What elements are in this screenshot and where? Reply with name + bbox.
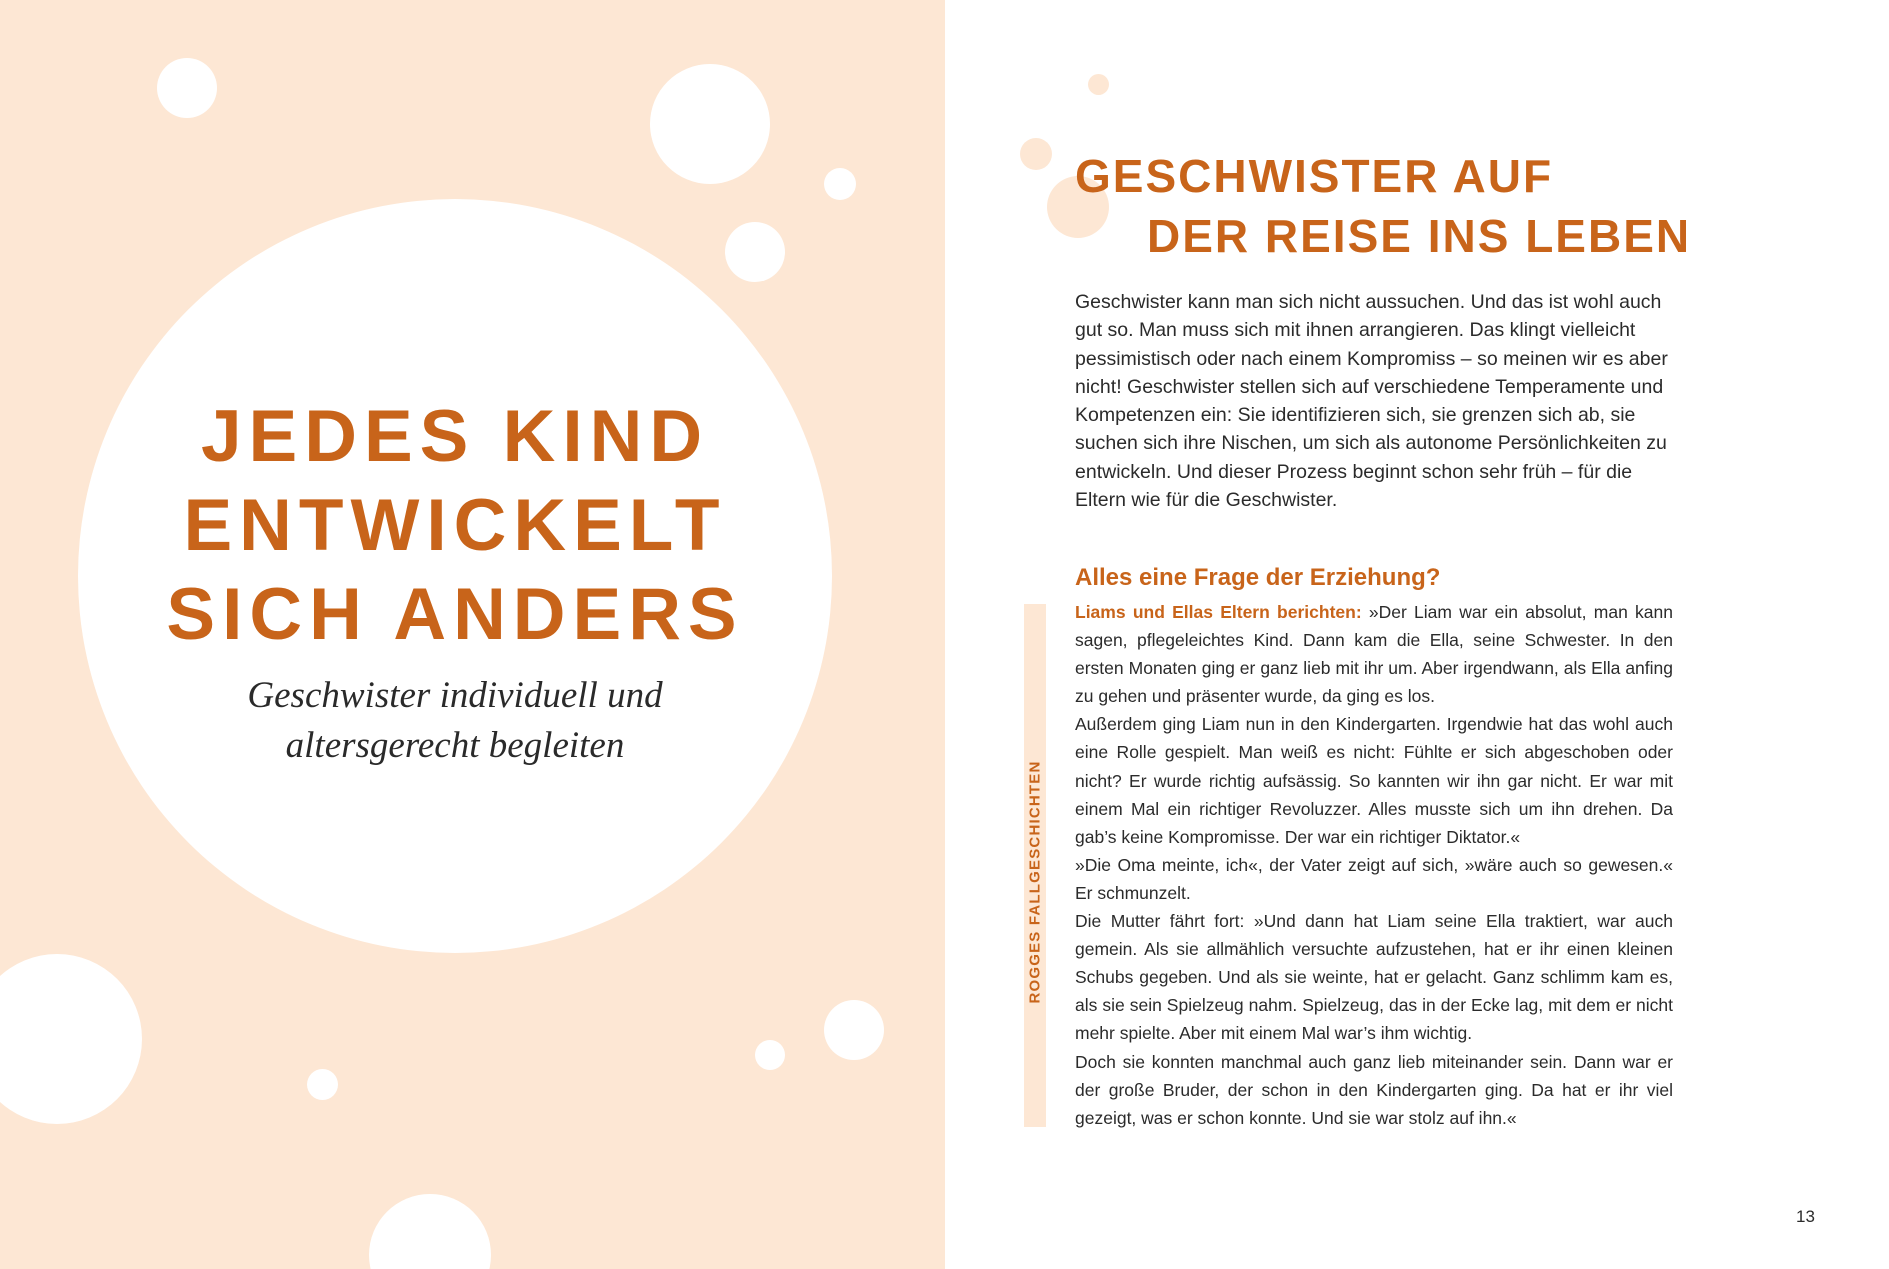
story-lead: Liams und Ellas Eltern berichten: (1075, 602, 1362, 622)
chapter-title-line: JEDES KIND (200, 396, 710, 477)
decorative-dot (1088, 74, 1109, 95)
decorative-dot (824, 168, 856, 200)
decorative-dot (0, 954, 142, 1124)
decorative-dot (369, 1194, 491, 1269)
decorative-dot (1020, 138, 1052, 170)
section-title-line: DER REISE INS LEBEN (1147, 210, 1692, 262)
story-paragraph: »Die Oma meinte, ich«, der Vater zeigt auf sich, »wäre auch so gewesen.« Er schmunzelt. (1075, 854, 1673, 903)
story-paragraph: Außerdem ging Liam nun in den Kindergarten. Irgendwie hat das wohl auch eine Rolle gespielt. Man weiß es nicht: Fühlte er sich abgeschoben oder nicht? Er wurde richtig aufsässig. So kannten wir ihn gar nicht. Er war mit einem Mal ein richtiger Revoluzzer. Alles musste sich um ihn drehen. Da gab’s keine Kompromisse. Der war ein richtiger Diktator.« (1075, 714, 1673, 847)
decorative-dot (307, 1069, 338, 1100)
chapter-title (78, 392, 832, 659)
intro-paragraph: Geschwister kann man sich nicht aussuchen. Und das ist wohl auch gut so. Man muss sich mit ihnen arrangieren. Das klingt vielleicht pessimistisch oder nach einem Kompromiss – so meinen wir es aber nicht! Geschwister stellen sich auf verschiedene Temperamente und Kompetenzen ein: Sie identifizieren sich, sie grenzen sich ab, sie suchen sich ihre Nischen, um sich als autonome Persönlichkeiten zu entwickeln. Und dieser Prozess beginnt schon sehr früh – für die Eltern wie für die Geschwister. (1075, 291, 1668, 512)
chapter-subtitle-line: altersgerecht begleiten (285, 725, 625, 766)
section-title-line: GESCHWISTER AUF (1075, 150, 1554, 202)
chapter-title-line: SICH ANDERS (166, 574, 744, 655)
story-paragraph: Die Mutter fährt fort: »Und dann hat Liam seine Ella traktiert, war auch gemein. Als sie allmählich versuchte aufzustehen, hat er ihr einen kleinen Schubs gegeben. Und als sie weinte, hat er gelacht. Ganz schlimm kam es, als sie sein Spielzeug nahm. Spielzeug, das in der Ecke lag, mit dem er nicht mehr spielte. Aber mit einem Mal war’s ihm wichtig. (1075, 911, 1673, 1044)
story-paragraph (1075, 598, 1673, 710)
decorative-dot (824, 1000, 884, 1060)
story-paragraph: Doch sie konnten manchmal auch ganz lieb miteinander sein. Dann war er der große Bruder, der schon in den Kindergarten ging. Da hat er ihr viel gezeigt, was er schon konnte. Und sie war stolz auf ihn.« (1075, 1051, 1673, 1128)
chapter-subtitle (78, 671, 832, 771)
chapter-subtitle-line: Geschwister individuell und (247, 675, 663, 716)
case-story (1075, 598, 1673, 1132)
side-label: ROGGES FALLGESCHICHTEN (1026, 760, 1044, 1004)
decorative-dot (755, 1040, 785, 1070)
subheading: Alles eine Frage der Erziehung? (1075, 564, 1441, 591)
decorative-dot (650, 64, 770, 184)
decorative-dot (157, 58, 217, 118)
decorative-dot (725, 222, 785, 282)
section-title (1075, 146, 1715, 266)
page-number: 13 (1796, 1207, 1815, 1226)
story-text: »Der Liam war ein absolut, man kann sagen, pflegeleichtes Kind. Dann kam die Ella, seine Schwester. In den ersten Monaten ging er ganz lieb mit ihr um. Aber irgendwann, als Ella anfing zu gehen und präsenter wurde, da ging es los. (1075, 602, 1673, 707)
chapter-title-line: ENTWICKELT (183, 485, 727, 566)
